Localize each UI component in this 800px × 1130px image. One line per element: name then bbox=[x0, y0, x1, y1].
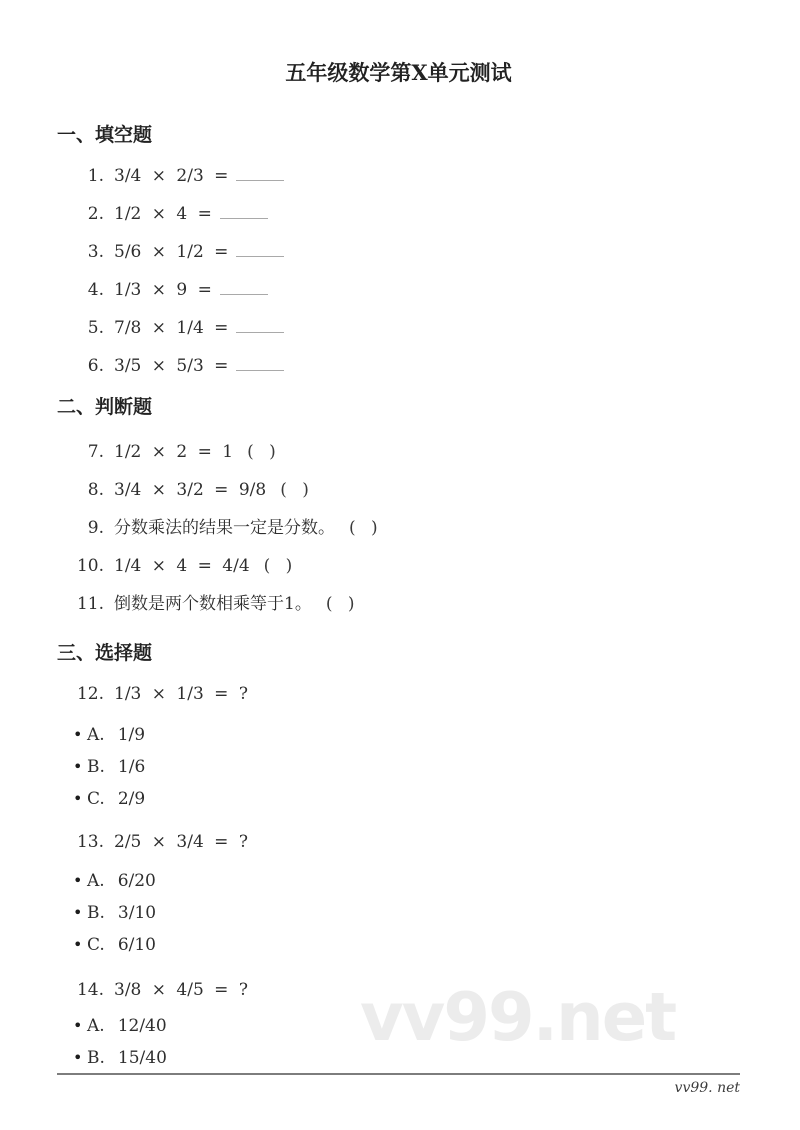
question-expression: 3/4 × 2/3 = bbox=[114, 166, 229, 186]
question-expression: 1/3 × 1/3 = ? bbox=[114, 684, 248, 704]
page-title: 五年级数学第X单元测试 bbox=[285, 60, 512, 85]
judge-parentheses: ( ) bbox=[263, 556, 293, 576]
choice-option-row bbox=[57, 904, 740, 922]
choice-option-row bbox=[57, 1049, 740, 1067]
fill-item-row bbox=[57, 357, 740, 375]
choice-question-row bbox=[57, 981, 740, 999]
question-number: 7. bbox=[87, 442, 104, 462]
judge-parentheses: ( ) bbox=[325, 594, 355, 614]
judge-parentheses: ( ) bbox=[349, 518, 378, 538]
question-number: 1. bbox=[87, 166, 104, 186]
fill-item-row bbox=[57, 319, 740, 337]
question-statement: 1/4 × 4 = 4/4 bbox=[114, 556, 250, 576]
choice-question-row bbox=[57, 685, 740, 703]
question-number: 5. bbox=[87, 318, 104, 338]
question-number: 12. bbox=[76, 684, 104, 704]
bullet-icon: • bbox=[73, 757, 83, 776]
judge-item-row bbox=[57, 443, 740, 461]
judge-item-row bbox=[57, 557, 740, 575]
judge-parentheses: ( ) bbox=[280, 480, 309, 500]
fill-item-row bbox=[57, 205, 740, 223]
fill-item-row bbox=[57, 281, 740, 299]
answer-blank bbox=[220, 292, 268, 295]
bullet-icon: • bbox=[73, 903, 83, 922]
option-value: 2/9 bbox=[117, 789, 146, 809]
question-expression: 3/5 × 5/3 = bbox=[114, 356, 229, 376]
question-statement: 倒数是两个数相乘等于1。 bbox=[114, 594, 312, 614]
question-number: 13. bbox=[76, 832, 104, 852]
answer-blank bbox=[236, 330, 284, 333]
option-label: A. bbox=[87, 1016, 105, 1036]
question-number: 14. bbox=[76, 980, 104, 1000]
question-number: 11. bbox=[76, 594, 104, 614]
worksheet-content bbox=[0, 62, 800, 1097]
choice-option-row bbox=[57, 758, 740, 776]
question-number: 8. bbox=[87, 480, 104, 500]
section-heading-true-false: 二、判断题 bbox=[57, 396, 153, 418]
question-number: 3. bbox=[87, 242, 104, 262]
footer-divider bbox=[57, 1073, 740, 1075]
option-label: C. bbox=[87, 789, 105, 809]
footer-credit: vv99. net bbox=[674, 1080, 740, 1096]
bullet-icon: • bbox=[73, 789, 83, 808]
option-value: 12/40 bbox=[117, 1016, 167, 1036]
question-expression: 2/5 × 3/4 = ? bbox=[114, 832, 248, 852]
bullet-icon: • bbox=[73, 1048, 83, 1067]
bullet-icon: • bbox=[73, 871, 83, 890]
option-label: A. bbox=[87, 725, 105, 745]
option-label: B. bbox=[87, 1048, 105, 1068]
question-expression: 1/2 × 4 = bbox=[114, 204, 212, 224]
option-value: 6/10 bbox=[117, 935, 156, 955]
question-statement: 分数乘法的结果一定是分数。 bbox=[114, 518, 335, 538]
bullet-icon: • bbox=[73, 725, 83, 744]
judge-parentheses: ( ) bbox=[247, 442, 276, 462]
choice-option-row bbox=[57, 726, 740, 744]
watermark-text: vv99.net bbox=[360, 978, 676, 1056]
option-value: 1/6 bbox=[117, 757, 146, 777]
judge-item-row bbox=[57, 481, 740, 499]
judge-item-row bbox=[57, 595, 740, 613]
option-label: C. bbox=[87, 935, 105, 955]
question-number: 2. bbox=[87, 204, 104, 224]
bullet-icon: • bbox=[73, 935, 83, 954]
question-statement: 1/2 × 2 = 1 bbox=[114, 442, 234, 462]
question-number: 4. bbox=[87, 280, 104, 300]
section-heading-multiple-choice: 三、选择题 bbox=[57, 642, 153, 664]
bullet-icon: • bbox=[73, 1016, 83, 1035]
option-label: B. bbox=[87, 757, 105, 777]
judge-item-row bbox=[57, 519, 740, 537]
option-value: 6/20 bbox=[117, 871, 156, 891]
option-value: 15/40 bbox=[117, 1048, 167, 1068]
choice-option-row bbox=[57, 872, 740, 890]
answer-blank bbox=[236, 178, 284, 181]
option-label: B. bbox=[87, 903, 105, 923]
choice-option-row bbox=[57, 936, 740, 954]
question-expression: 3/8 × 4/5 = ? bbox=[114, 980, 248, 1000]
option-value: 3/10 bbox=[117, 903, 157, 923]
option-label: A. bbox=[87, 871, 105, 891]
section-heading-fill-blank: 一、填空题 bbox=[57, 124, 153, 146]
choice-option-row bbox=[57, 790, 740, 808]
question-number: 6. bbox=[87, 356, 104, 376]
fill-item-row bbox=[57, 167, 740, 185]
choice-option-row bbox=[57, 1017, 740, 1035]
question-expression: 5/6 × 1/2 = bbox=[114, 242, 229, 262]
fill-item-row bbox=[57, 243, 740, 261]
option-value: 1/9 bbox=[117, 725, 146, 745]
question-expression: 1/3 × 9 = bbox=[114, 280, 212, 300]
question-expression: 7/8 × 1/4 = bbox=[114, 318, 229, 338]
answer-blank bbox=[236, 254, 284, 257]
choice-question-row bbox=[57, 833, 740, 851]
question-statement: 3/4 × 3/2 = 9/8 bbox=[114, 480, 267, 500]
question-number: 9. bbox=[87, 518, 104, 538]
answer-blank bbox=[220, 216, 268, 219]
answer-blank bbox=[236, 368, 284, 371]
question-number: 10. bbox=[76, 556, 104, 576]
